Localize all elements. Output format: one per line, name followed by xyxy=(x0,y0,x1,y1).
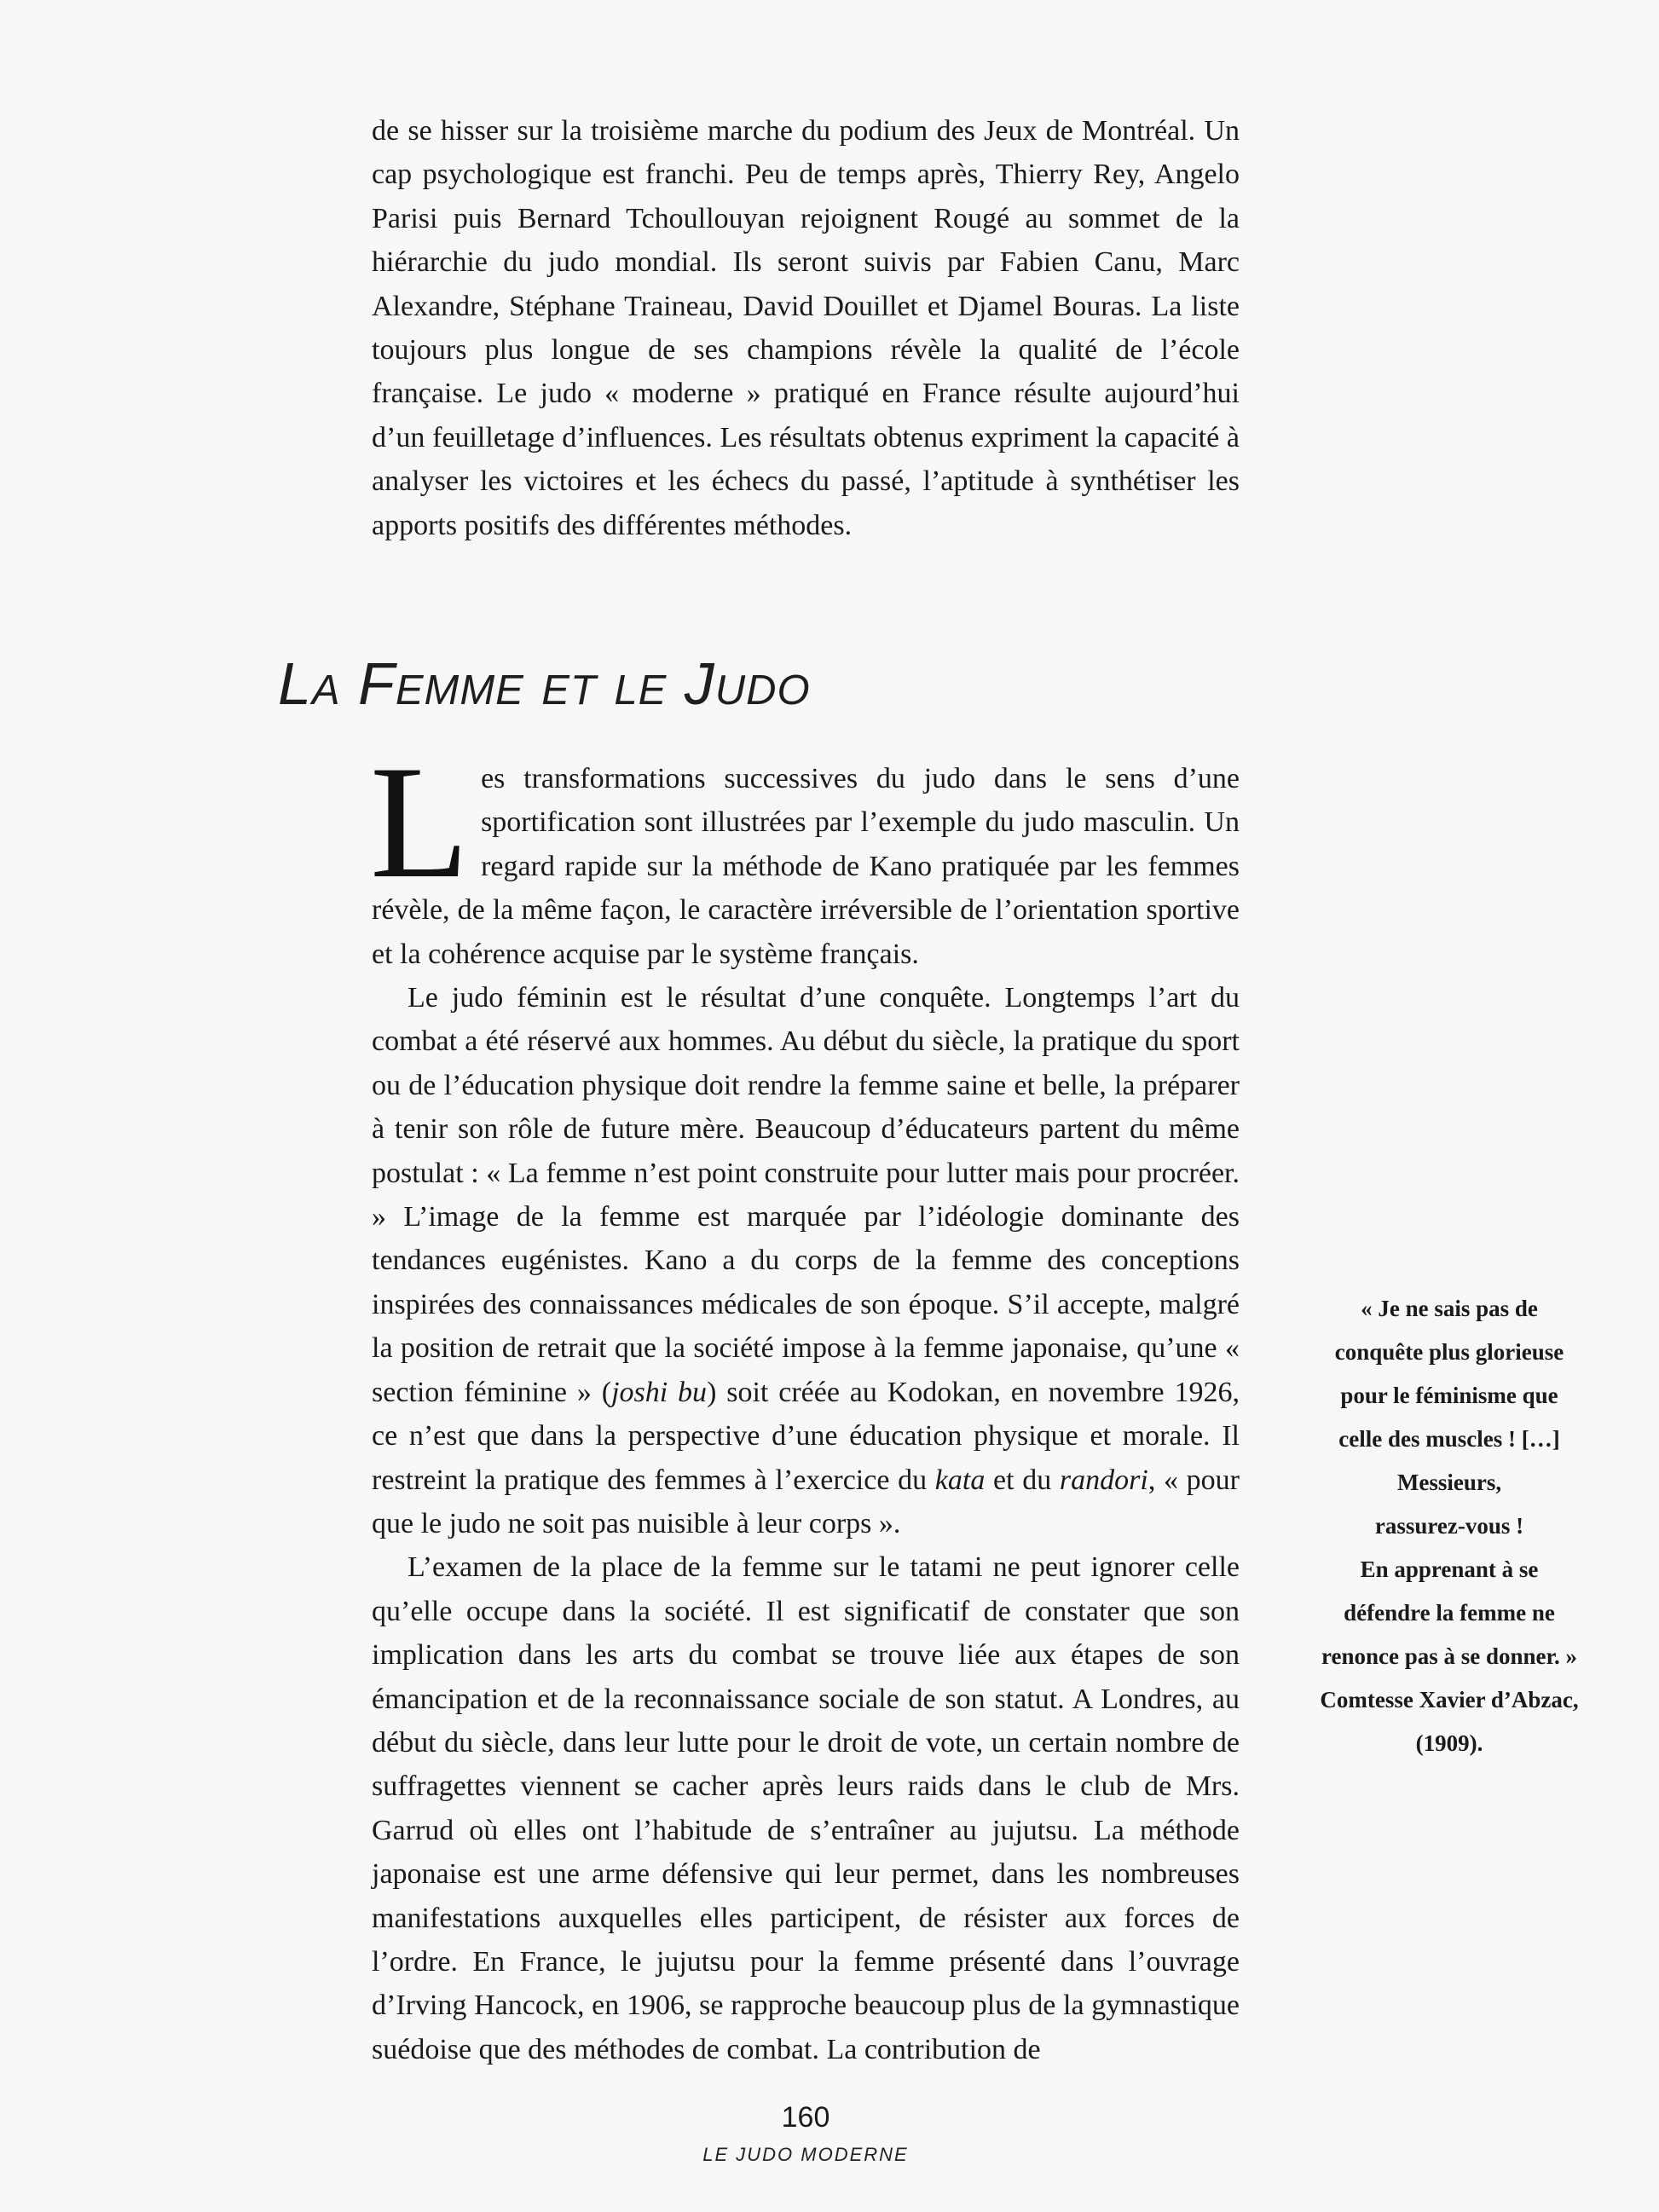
paragraph-3: L’examen de la place de la femme sur le tatami ne peut ignorer celle qu’elle occupe dans la société. Il est significatif de constater que son implication dans les arts du combat se trouve liée aux étapes de son émancipation et de la reconnaissance sociale de son statut. A Londres, au début du siècle, dans leur lutte pour le droit de vote, un certain nombre de suffragettes viennent se cacher après leurs raids dans le club de Mrs. Garrud où elles ont l’habitude de s’entraîner au jujutsu. La méthode japonaise est une arme défensive qui leur permet, dans les nombreuses manifestations auxquelles elles participent, de résister aux forces de l’ordre. En France, le jujutsu pour la femme présenté dans l’ouvrage d’Irving Hancock, en 1906, se rapproche beaucoup plus de la gymnastique suédoise que des méthodes de combat. La contribution de xyxy=(372,1551,1240,2065)
term-joshi-bu: joshi bu xyxy=(611,1376,708,1408)
paragraph-2-text-a: Le judo féminin est le résultat d’une conquête. Longtemps l’art du combat a été réservé aux hommes. Au début du siècle, la pratique du sport ou de l’éducation physique doit rendre la femme saine et belle, la préparer à tenir son rôle de future mère. Beaucoup d’éducateurs partent du même postulat : « La femme n’est point construite pour lutter mais pour procréer. » L’image de la femme est marquée par l’idéologie dominante des tendances eugénistes. Kano a du corps de la femme des conceptions inspirées des connaissances médicales de son époque. S’il accepte, malgré la position de retrait que la société impose à la femme japonaise, qu’une « section féminine » ( xyxy=(372,982,1240,1408)
paragraph-1 xyxy=(370,733,1240,976)
quote-line: conquête plus glorieuse xyxy=(1334,1339,1564,1365)
quote-line: « Je ne sais pas de xyxy=(1361,1296,1538,1321)
section-heading: La Femme et le Judo xyxy=(278,650,811,717)
intro-paragraph: de se hisser sur la troisième marche du podium des Jeux de Montréal. Un cap psychologique est franchi. Peu de temps après, Thierry Rey, Angelo Parisi puis Bernard Tchoullouyan rejoignent Rougé au sommet de la hiérarchie du judo mondial. Ils seront suivis par Fabien Canu, Marc Alexandre, Stéphane Traineau, David Douillet et Djamel Bouras. La liste toujours plus longue de ses champions révèle la qualité de l’école française. Le judo « moderne » pratiqué en France résulte aujourd’hui d’un feuilletage d’influences. Les résultats obtenus expriment la capacité à analyser les victoires et les échecs du passé, l’aptitude à synthétiser les apports positifs des différentes méthodes. xyxy=(372,115,1240,541)
drop-cap: L xyxy=(370,733,470,912)
paragraph-1-text: es transformations successives du judo dans le sens d’une sportification sont illustrées par l’exemple du judo masculin. Un regard rapide sur la méthode de Kano pratiquée par les femmes révèle, de la même façon, le caractère irréversible de l’orientation sportive et la cohérence acquise par le système français. xyxy=(372,763,1240,970)
paragraph-2-text-c: et du xyxy=(985,1464,1060,1496)
quote-line: rassurez-vous ! xyxy=(1374,1513,1524,1539)
quote-line: renonce pas à se donner. » xyxy=(1321,1643,1578,1669)
quote-attribution: Comtesse Xavier d’Abzac, xyxy=(1320,1687,1579,1712)
running-head: LE JUDO MODERNE xyxy=(702,2144,909,2165)
body-column xyxy=(370,733,1240,2071)
quote-line: Messieurs, xyxy=(1396,1470,1502,1495)
quote-line: En apprenant à se xyxy=(1360,1556,1539,1582)
paragraph-2 xyxy=(372,976,1240,1545)
side-quote xyxy=(1304,1287,1594,1765)
paragraph-2-text-b: ) soit créée au Kodokan, en novembre 1926, ce n’est que dans la perspective d’une éducation physique et morale. Il restreint la pratique des femmes à l’exercice du xyxy=(372,1376,1240,1496)
term-kata: kata xyxy=(934,1464,986,1496)
quote-line: celle des muscles ! […] xyxy=(1338,1426,1560,1452)
term-randori: randori xyxy=(1059,1464,1148,1496)
quote-year: (1909). xyxy=(1415,1730,1483,1756)
page-number: 160 xyxy=(781,2101,830,2134)
paragraph-2-text-d: , « pour que le judo ne soit pas nuisible à leur corps ». xyxy=(372,1464,1240,1539)
quote-line: pour le féminisme que xyxy=(1340,1383,1558,1408)
intro-column xyxy=(372,109,1240,547)
quote-line: défendre la femme ne xyxy=(1344,1600,1555,1626)
